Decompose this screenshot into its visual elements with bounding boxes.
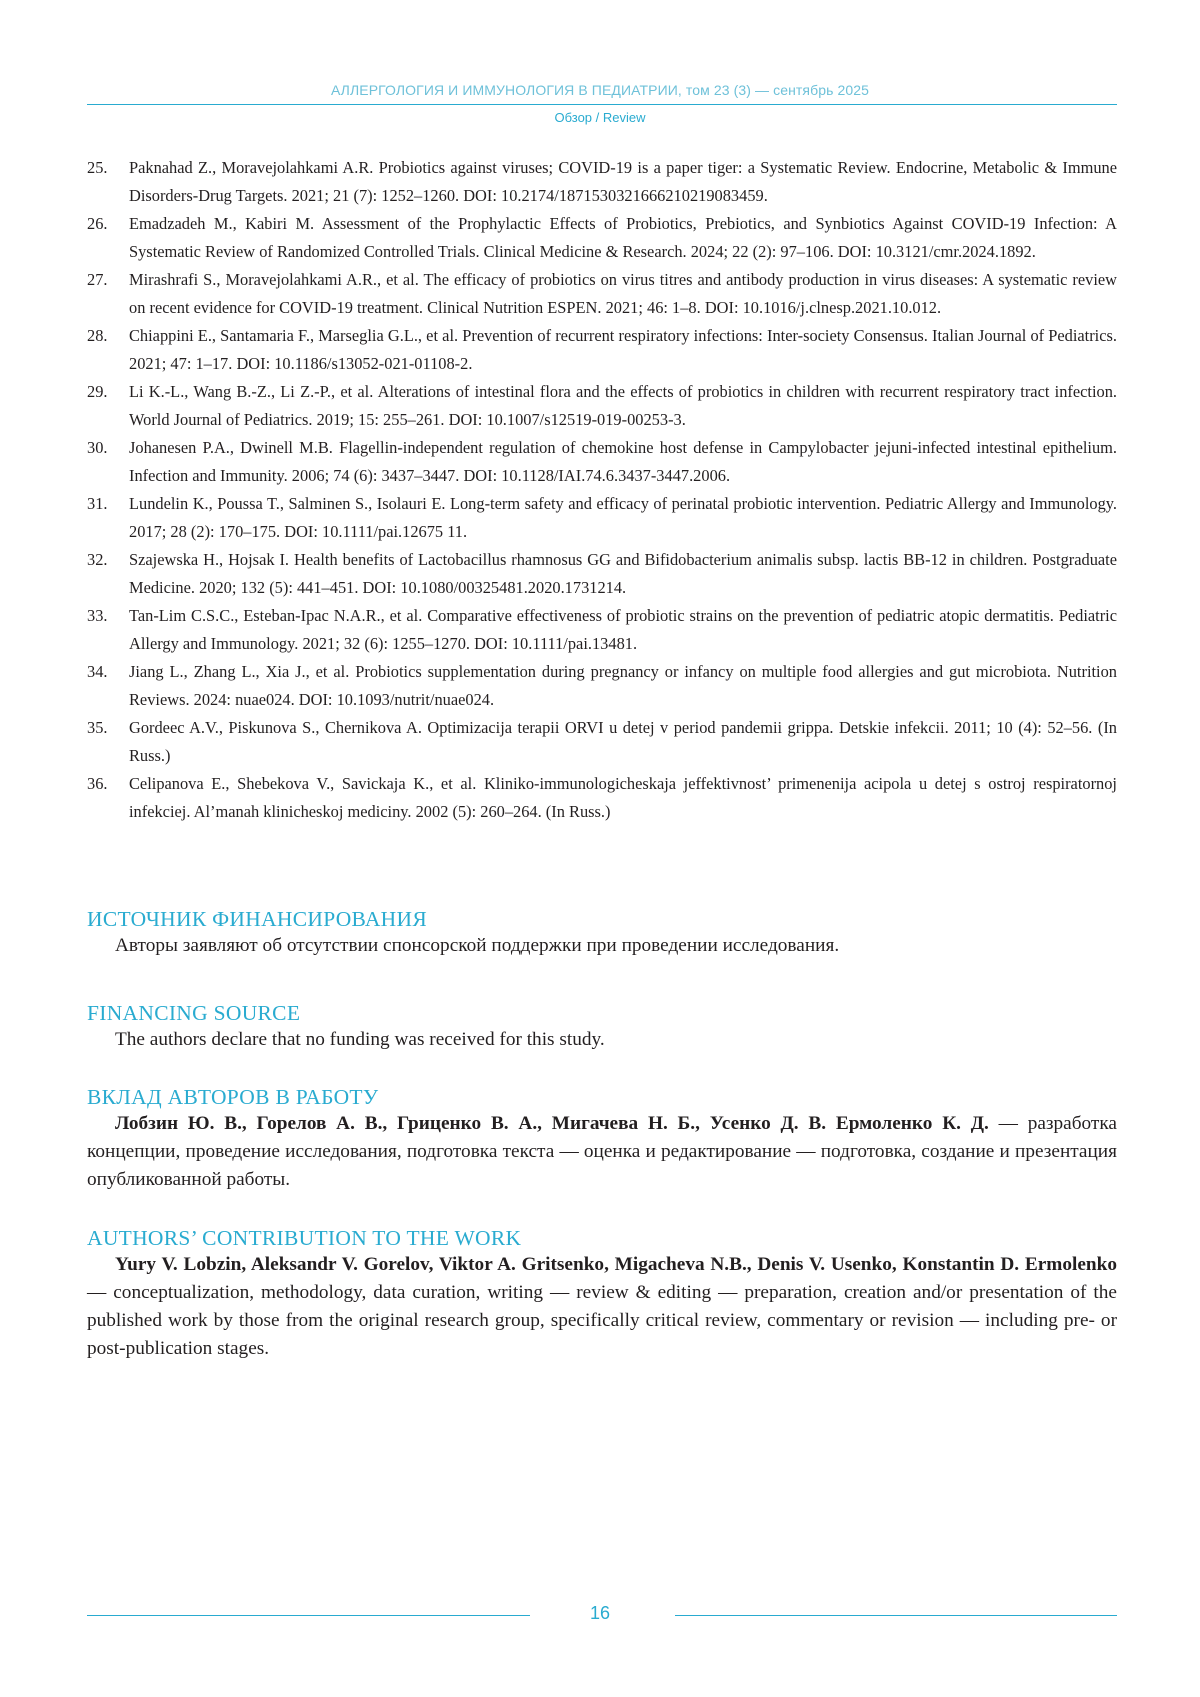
- contribution-en-section: [87, 1225, 1117, 1363]
- reference-text: Tan-Lim C.S.C., Esteban-Ipac N.A.R., et al. Comparative effectiveness of probiotic strains on the prevention of pediatric atopic dermatitis. Pediatric Allergy and Immunology. 2021; 32 (6): 1255–1270. DOI: 10.1111/pai.13481.: [129, 606, 1117, 653]
- contribution-en-heading: AUTHORS’ CONTRIBUTION TO THE WORK: [87, 1226, 522, 1250]
- reference-number: 31.: [87, 494, 108, 513]
- reference-item: [87, 266, 1117, 322]
- contribution-en-body: [87, 1251, 1117, 1363]
- funding-ru-body: Авторы заявляют об отсутствии спонсорской поддержки при проведении исследования.: [115, 935, 840, 956]
- contribution-en-text: — conceptualization, methodology, data curation, writing — review & editing — preparation, creation and/or presentation of the published work by those from the original research group, specifically critical review, commentary or revision — including pre- or post-publication stages.: [87, 1282, 1117, 1359]
- reference-number: 34.: [87, 662, 108, 681]
- reference-number: 27.: [87, 270, 108, 289]
- reference-text: Lundelin K., Poussa T., Salminen S., Isolauri E. Long-term safety and efficacy of perinatal probiotic intervention. Pediatric Allergy and Immunology. 2017; 28 (2): 170–175. DOI: 10.1111/pai.12675 11.: [129, 494, 1117, 541]
- funding-ru-section: [87, 906, 1117, 960]
- page-number: 16: [589, 1603, 611, 1623]
- contribution-ru-heading: ВКЛАД АВТОРОВ В РАБОТУ: [87, 1085, 379, 1109]
- reference-item: [87, 546, 1117, 602]
- funding-ru-heading: ИСТОЧНИК ФИНАНСИРОВАНИЯ: [87, 907, 427, 931]
- header-rule: [87, 104, 1117, 105]
- reference-text: Szajewska H., Hojsak I. Health benefits of Lactobacillus rhamnosus GG and Bifidobacterium animalis subsp. lactis BB-12 in children. Postgraduate Medicine. 2020; 132 (5): 441–451. DOI: 10.1080/00325481.2020.1731214.: [129, 550, 1117, 597]
- reference-number: 35.: [87, 718, 108, 737]
- section-label: Обзор / Review: [554, 110, 646, 125]
- reference-item: [87, 714, 1117, 770]
- funding-en-section: [87, 1000, 1117, 1054]
- reference-text: Celipanova E., Shebekova V., Savickaja K., et al. Kliniko-immunologicheskaja jeffektivnost’ primenenija acipola u detej s ostroj respiratornoj infekciej. Al’manah klinicheskoj mediciny. 2002 (5): 260–264. (In Russ.): [129, 774, 1117, 821]
- reference-number: 30.: [87, 438, 108, 457]
- reference-number: 28.: [87, 326, 108, 345]
- reference-number: 25.: [87, 158, 108, 177]
- reference-text: Mirashrafi S., Moravejolahkami A.R., et al. The efficacy of probiotics on virus titres and antibody production in virus diseases: A systematic review on recent evidence for COVID-19 treatment. Clinical Nutrition ESPEN. 2021; 46: 1–8. DOI: 10.1016/j.clnesp.2021.10.012.: [129, 270, 1117, 317]
- funding-en-heading: FINANCING SOURCE: [87, 1001, 301, 1025]
- reference-item: [87, 210, 1117, 266]
- contribution-ru-section: [87, 1084, 1117, 1194]
- reference-text: Chiappini E., Santamaria F., Marseglia G.L., et al. Prevention of recurrent respiratory infections: Inter-society Consensus. Italian Journal of Pediatrics. 2021; 47: 1–17. DOI: 10.1186/s13052-021-01108-2.: [129, 326, 1117, 373]
- reference-number: 29.: [87, 382, 108, 401]
- reference-number: 33.: [87, 606, 108, 625]
- reference-item: [87, 490, 1117, 546]
- footer-rule-right: [675, 1615, 1117, 1616]
- funding-en-body: The authors declare that no funding was received for this study.: [115, 1029, 605, 1050]
- reference-list: [87, 154, 1117, 826]
- contribution-ru-authors: Лобзин Ю. В., Горелов А. В., Гриценко В. А., Мигачева Н. Б., Усенко Д. В. Ермоленко К. Д.: [115, 1113, 989, 1134]
- reference-text: Johanesen P.A., Dwinell M.B. Flagellin-independent regulation of chemokine host defense in Campylobacter jejuni-infected intestinal epithelium. Infection and Immunity. 2006; 74 (6): 3437–3447. DOI: 10.1128/IAI.74.6.3437-3447.2006.: [129, 438, 1117, 485]
- reference-number: 36.: [87, 774, 108, 793]
- reference-text: Emadzadeh M., Kabiri M. Assessment of the Prophylactic Effects of Probiotics, Prebiotics, and Synbiotics Against COVID-19 Infection: A Systematic Review of Randomized Controlled Trials. Clinical Medicine & Research. 2024; 22 (2): 97–106. DOI: 10.3121/cmr.2024.1892.: [129, 214, 1117, 261]
- reference-text: Gordeec A.V., Piskunova S., Chernikova A. Optimizacija terapii ORVI u detej v period pandemii grippa. Detskie infekcii. 2011; 10 (4): 52–56. (In Russ.): [129, 718, 1117, 765]
- reference-item: [87, 378, 1117, 434]
- reference-item: [87, 602, 1117, 658]
- reference-text: Li K.-L., Wang B.-Z., Li Z.-P., et al. Alterations of intestinal flora and the effects of probiotics in children with recurrent respiratory tract infection. World Journal of Pediatrics. 2019; 15: 255–261. DOI: 10.1007/s12519-019-00253-3.: [129, 382, 1117, 429]
- reference-item: [87, 770, 1117, 826]
- reference-item: [87, 154, 1117, 210]
- contribution-en-authors: Yury V. Lobzin, Aleksandr V. Gorelov, Viktor A. Gritsenko, Migacheva N.B., Denis V. Usenko, Konstantin D. Ermolenko: [115, 1254, 1117, 1275]
- reference-number: 26.: [87, 214, 108, 233]
- reference-item: [87, 322, 1117, 378]
- contribution-ru-body: [87, 1110, 1117, 1194]
- contribution-ru-text: — разработка концепции, проведение исследования, подготовка текста — оценка и редактирование — подготовка, создание и презентация опубликованной работы.: [87, 1113, 1117, 1190]
- reference-text: Jiang L., Zhang L., Xia J., et al. Probiotics supplementation during pregnancy or infancy on multiple food allergies and gut microbiota. Nutrition Reviews. 2024: nuae024. DOI: 10.1093/nutrit/nuae024.: [129, 662, 1117, 709]
- journal-title: АЛЛЕРГОЛОГИЯ И ИММУНОЛОГИЯ В ПЕДИАТРИИ, том 23 (3) — сентябрь 2025: [330, 82, 870, 98]
- reference-item: [87, 658, 1117, 714]
- reference-text: Paknahad Z., Moravejolahkami A.R. Probiotics against viruses; COVID-19 is a paper tiger: a Systematic Review. Endocrine, Metabolic & Immune Disorders-Drug Targets. 2021; 21 (7): 1252–1260. DOI: 10.2174/1871530321666210219083459.: [129, 158, 1117, 205]
- reference-item: [87, 434, 1117, 490]
- reference-number: 32.: [87, 550, 108, 569]
